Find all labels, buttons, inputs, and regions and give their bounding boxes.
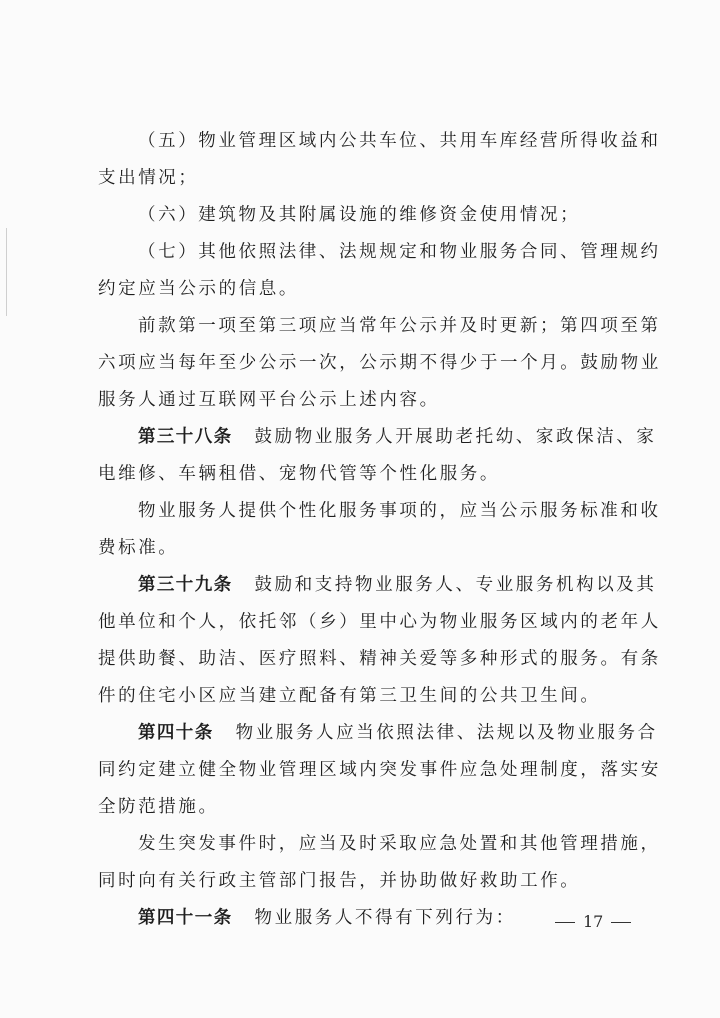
article-39-text: 鼓励和支持物业服务人、专业服务机构以及其 bbox=[254, 575, 657, 595]
text-line: 约定应当公示的信息。 bbox=[98, 279, 299, 299]
text-line: 六项应当每年至少公示一次，公示期不得少于一个月。鼓励物业 bbox=[98, 353, 661, 373]
footer-dash-left bbox=[555, 922, 575, 923]
article-41-line bbox=[138, 906, 516, 930]
article-41-heading: 第四十一条 bbox=[138, 908, 233, 928]
article-39-line bbox=[138, 573, 657, 597]
text-line: （六）建筑物及其附属设施的维修资金使用情况； bbox=[138, 205, 581, 225]
footer-dash-right bbox=[611, 922, 631, 923]
text-line: 服务人通过互联网平台公示上述内容。 bbox=[98, 390, 440, 410]
article-38-heading: 第三十八条 bbox=[138, 427, 233, 447]
text-line: 件的住宅小区应当建立配备有第三卫生间的公共卫生间。 bbox=[98, 686, 601, 706]
article-38-text: 鼓励物业服务人开展助老托幼、家政保洁、家 bbox=[254, 427, 657, 447]
text-line: 前款第一项至第三项应当常年公示并及时更新；第四项至第 bbox=[138, 316, 661, 336]
article-40-heading: 第四十条 bbox=[138, 723, 214, 743]
article-39-heading: 第三十九条 bbox=[138, 575, 233, 595]
page-footer bbox=[555, 911, 631, 933]
text-line: 同时向有关行政主管部门报告，并协助做好救助工作。 bbox=[98, 871, 581, 891]
text-line: 提供助餐、助洁、医疗照料、精神关爱等多种形式的服务。有条 bbox=[98, 649, 661, 669]
text-line: （七）其他依照法律、法规规定和物业服务合同、管理规约 bbox=[138, 242, 661, 262]
article-40-line bbox=[138, 721, 658, 745]
text-line: 全防范措施。 bbox=[98, 797, 219, 817]
text-line: 同约定建立健全物业管理区域内突发事件应急处理制度，落实安 bbox=[98, 760, 661, 780]
article-38-line bbox=[138, 425, 657, 449]
article-41-text: 物业服务人不得有下列行为： bbox=[254, 908, 516, 928]
text-line: 电维修、车辆租借、宠物代管等个性化服务。 bbox=[98, 464, 500, 484]
text-line: 支出情况； bbox=[98, 168, 199, 188]
text-line: 费标准。 bbox=[98, 538, 179, 558]
article-40-text: 物业服务人应当依照法律、法规以及物业服务合 bbox=[235, 723, 658, 743]
text-line: 发生突发事件时，应当及时采取应急处置和其他管理措施， bbox=[138, 834, 661, 854]
scan-edge-mark bbox=[6, 228, 7, 316]
text-line: （五）物业管理区域内公共车位、共用车库经营所得收益和 bbox=[138, 131, 661, 151]
page-number: 17 bbox=[583, 912, 604, 931]
text-line: 物业服务人提供个性化服务事项的，应当公示服务标准和收 bbox=[138, 501, 661, 521]
text-line: 他单位和个人，依托邻（乡）里中心为物业服务区域内的老年人 bbox=[98, 612, 661, 632]
